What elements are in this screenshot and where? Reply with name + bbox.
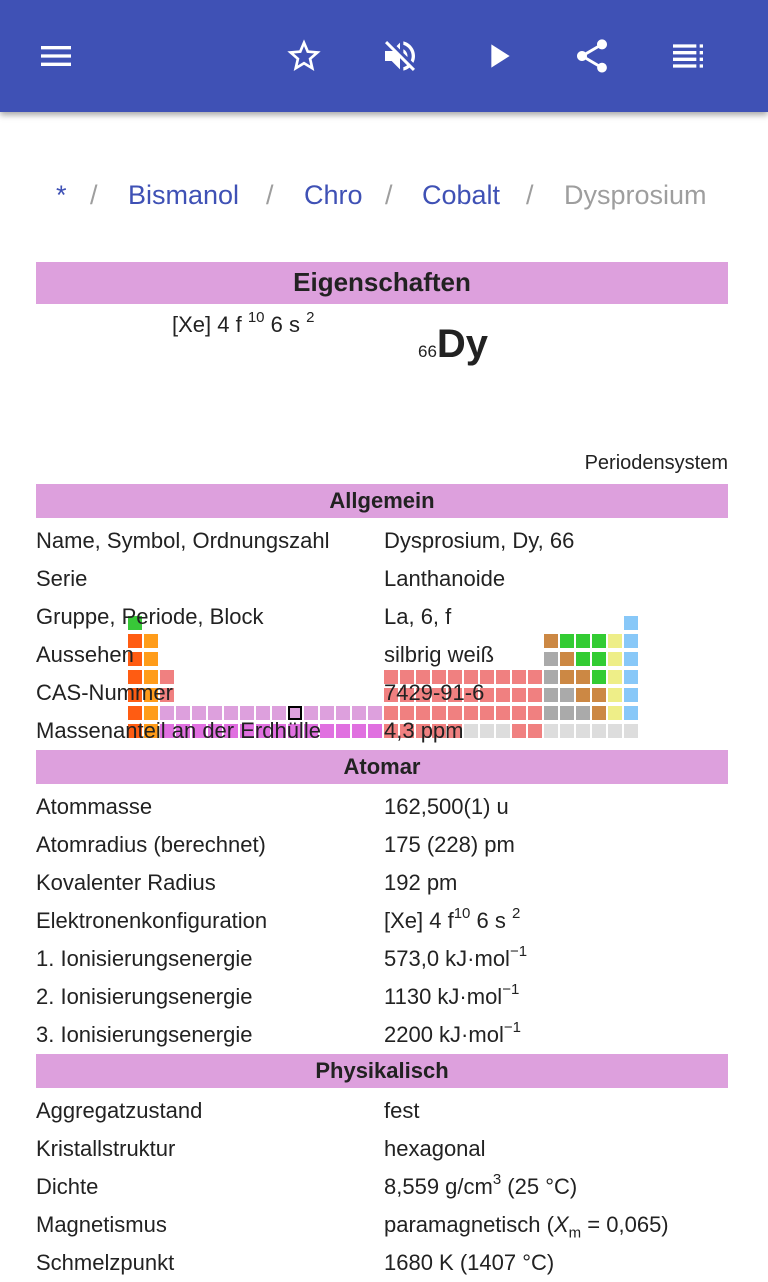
breadcrumb-separator: / [526,180,534,210]
property-value: 1130 kJ·mol$^{-1}$ [384,980,520,1009]
property-row [36,1016,728,1054]
breadcrumb-separator: / [385,180,393,210]
property-row [36,902,728,940]
property-value: fest [384,1098,420,1123]
property-key: Massenanteil an der Erdhülle [36,718,321,743]
property-value: 8,559 $g/cm^3$ (25 °C) [384,1170,578,1199]
property-value: 192 pm [384,870,458,895]
property-value: 1680 K (1407 °C) [384,1250,555,1275]
property-row [36,636,728,674]
mute-button[interactable] [372,28,428,84]
property-key: Magnetismus [36,1212,167,1237]
breadcrumb-item-chro[interactable]: Chro [304,180,363,210]
breadcrumb-separator: / [90,180,98,210]
property-value: Dysprosium, Dy, 66 [384,528,575,553]
property-key: Dichte [36,1174,99,1199]
property-row [36,1130,728,1168]
share-button[interactable] [564,28,620,84]
property-key: Atomradius (berechnet) [36,832,266,857]
play-icon [478,36,518,76]
property-key: 3. Ionisierungsenergie [36,1022,253,1047]
electron-config-label [172,308,315,338]
periodic-table[interactable] [0,304,768,454]
config-sup: 10 [247,308,265,326]
property-value: paramagnetisch $(X_m = 0,065)$ [384,1212,669,1242]
property-value: 4,3 ppm [384,718,464,743]
property-key: Gruppe, Periode, Block [36,604,264,629]
property-row [36,1206,728,1244]
property-key: Aggregatzustand [36,1098,203,1123]
section-header: Allgemein [36,484,728,518]
property-row [36,1168,728,1206]
property-value: hexagonal [384,1136,486,1161]
favorite-button[interactable] [276,28,332,84]
breadcrumb-item-root[interactable]: * [56,180,67,210]
share-icon [572,36,612,76]
property-row [36,712,728,750]
breadcrumb-item-current: Dysprosium [564,180,707,210]
property-value: 175 (228) pm [384,832,515,857]
property-row [36,598,728,636]
properties-title: Eigenschaften [36,262,728,304]
breadcrumb-separator: / [266,180,274,210]
contents-button[interactable] [660,28,716,84]
property-row [36,788,728,826]
volume-off-icon [380,36,420,76]
property-key: 1. Ionisierungsenergie [36,946,253,971]
property-value: 7429-91-6 [384,680,485,705]
property-value: [Xe] 4 $f^{10}$ 6 s $^2$ [384,904,521,933]
play-button[interactable] [470,28,526,84]
property-value: Lanthanoide [384,566,506,591]
breadcrumb-item-cobalt[interactable]: Cobalt [422,180,501,210]
atomic-number: 66 [418,342,437,361]
property-value: silbrig weiß [384,642,495,667]
section-header: Physikalisch [36,1054,728,1088]
property-value: 573,0 kJ·mol$^{-1}$ [384,942,528,971]
app-bar [0,0,768,112]
menu-icon [36,36,76,76]
periodic-table-label[interactable]: Periodensystem [584,452,728,474]
property-key: CAS-Nummer [36,680,173,705]
property-key: Name, Symbol, Ordnungszahl [36,528,330,553]
section-header: Atomar [36,750,728,784]
property-value: 2200 kJ·mol$^{-1}$ [384,1018,521,1047]
property-row [36,1092,728,1130]
property-key: Serie [36,566,88,591]
breadcrumb-item-bismanol[interactable]: Bismanol [128,180,240,210]
menu-button[interactable] [28,28,84,84]
property-key: Aussehen [36,642,134,667]
playlist-icon [668,36,708,76]
property-key: Elektronenkonfiguration [36,908,268,933]
property-value: 162,500(1) u [384,794,509,819]
config-sup: 2 [306,308,315,326]
element-symbol [418,322,488,367]
property-row [36,826,728,864]
property-value: La, 6, f [384,604,452,629]
property-row [36,522,728,560]
property-row [36,674,728,712]
property-row [36,978,728,1016]
star-outline-icon [284,36,324,76]
config-text: 6 s [270,312,301,337]
property-key: Kovalenter Radius [36,870,216,895]
property-key: Atommasse [36,794,153,819]
property-row [36,940,728,978]
symbol: Dy [436,322,489,366]
property-row [36,560,728,598]
breadcrumb [0,180,768,220]
property-row [36,864,728,902]
property-row [36,1244,728,1282]
property-key: Kristallstruktur [36,1136,176,1161]
property-key: 2. Ionisierungsenergie [36,984,253,1009]
config-text: [Xe] 4 f [172,312,242,337]
property-key: Schmelzpunkt [36,1250,175,1275]
